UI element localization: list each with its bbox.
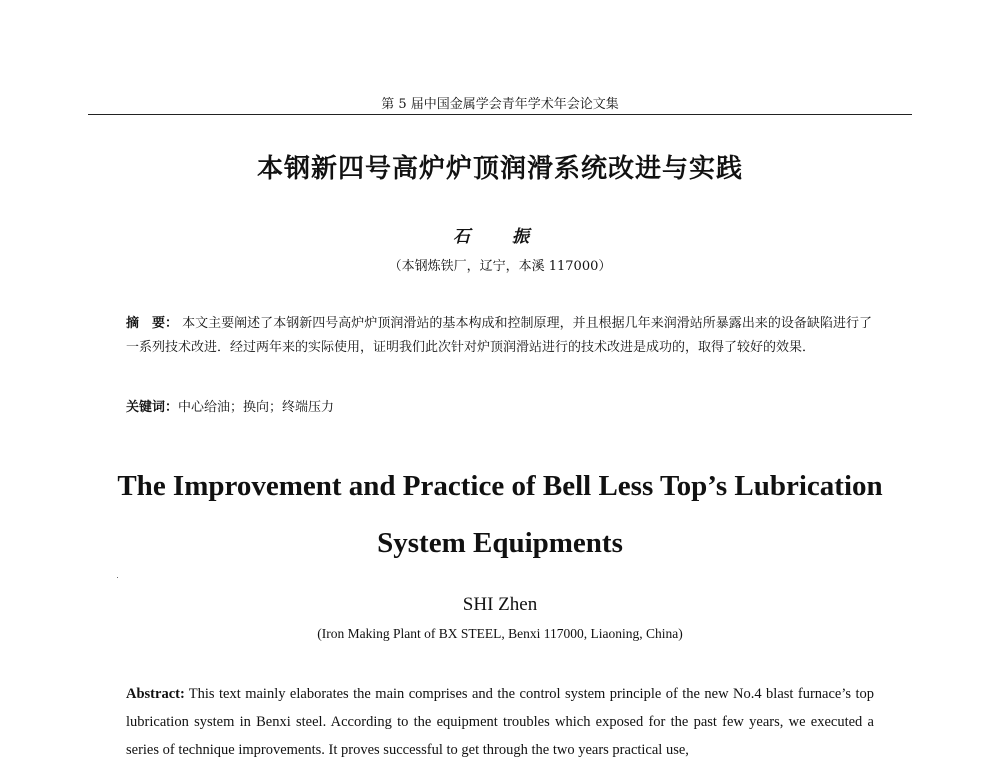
english-title bbox=[90, 458, 910, 572]
scan-speck bbox=[117, 577, 118, 578]
chinese-keywords-label: 关键词： bbox=[126, 400, 179, 415]
english-abstract bbox=[126, 680, 874, 764]
chinese-keywords bbox=[126, 396, 872, 420]
chinese-title: 本钢新四号高炉炉顶润滑系统改进与实践 bbox=[256, 154, 743, 184]
chinese-abstract-label: 摘 要： bbox=[126, 316, 179, 331]
chinese-keywords-text: 中心给油；换向；终端压力 bbox=[178, 400, 335, 415]
english-abstract-label: Abstract: bbox=[126, 686, 185, 702]
chinese-abstract-text: 本文主要阐述了本钢新四号高炉炉顶润滑站的基本构成和控制原理，并且根据几年来润滑站所暴露出来的设备缺陷进行了一系列技术改进．经过两年来的实际使用，证明我们此次针对炉顶润滑站进行的技术改进是成功的，取得了较好的效果． bbox=[126, 316, 872, 355]
chinese-abstract bbox=[126, 312, 872, 360]
chinese-author: 石 振 bbox=[453, 227, 547, 247]
english-abstract-text: This text mainly elaborates the main comprises and the control system principle of the new No.4 blast furnace’s top lubrication system in Benxi steel. According to the equipment troubles which exposed for the past few years, we executed a series of technique improvements. It proves successful to get through the two years practical use, bbox=[126, 686, 874, 758]
chinese-affiliation: （本钢炼铁厂，辽宁，本溪 117000） bbox=[388, 259, 612, 274]
english-title-line1: The Improvement and Practice of Bell Less Top’s Lubrication bbox=[117, 470, 883, 502]
english-title-line2: System Equipments bbox=[377, 527, 623, 559]
english-affiliation: (Iron Making Plant of BX STEEL, Benxi 117000, Liaoning, China) bbox=[317, 626, 683, 641]
english-author: SHI Zhen bbox=[462, 594, 538, 615]
running-header: 第 5 届中国金属学会青年学术年会论文集 bbox=[88, 93, 912, 115]
